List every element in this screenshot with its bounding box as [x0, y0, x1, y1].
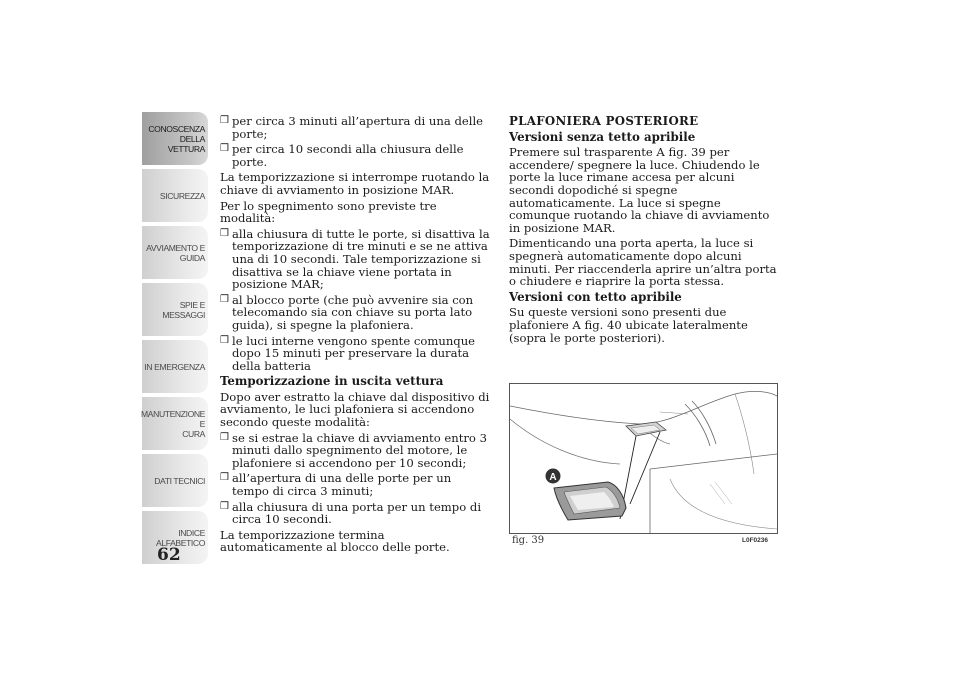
bullet-list	[220, 115, 490, 168]
list-item: ❒ al blocco porte (che può avvenire sia con telecomando sia con chiave su porta lato guida), si spegne la plafoniera.	[220, 294, 490, 332]
paragraph: Per lo spegnimento sono previste tre modalità:	[220, 198, 437, 226]
tab-spie-e-messaggi[interactable]: SPIE E MESSAGGI	[142, 283, 208, 336]
figure-rear-courtesy-light	[509, 383, 778, 534]
list-item: ❒ alla chiusura di tutte le porte, si disattiva la temporizzazione di tre minuti e se ne attiva una di 10 secondi. Tale temporizzazione si disattiva se la chiave viene portata in posizione MAR;	[220, 228, 490, 291]
list-item: ❒ le luci interne vengono spente comunque dopo 15 minuti per preservare la durata della batteria	[220, 335, 490, 373]
figure-caption: fig. 39	[512, 535, 545, 546]
subsection-heading: Versioni senza tetto apribile	[509, 129, 696, 144]
right-column	[509, 115, 779, 347]
ceiling-lamp-enlarged	[554, 482, 626, 520]
list-item: ❒ per circa 3 minuti all’apertura di una delle porte;	[220, 115, 490, 140]
tab-sicurezza[interactable]: SICUREZZA	[142, 169, 208, 222]
section-heading: Temporizzazione in uscita vettura	[220, 374, 444, 389]
paragraph: Dimenticando una porta aperta, la luce si spegnerà automaticamente dopo alcuni minuti. Per riaccenderla aprire un’altra porta o chiudere e riaprire la porta stessa.	[509, 236, 777, 289]
figure-code: L0F0236	[742, 537, 769, 544]
tab-manutenzione-e-cura[interactable]: MANUTENZIONE E CURA	[142, 397, 208, 450]
paragraph: Dopo aver estratto la chiave dal dispositivo di avviamento, le luci plafoniera si accendono secondo queste modalità:	[220, 389, 490, 430]
bullet-list	[220, 228, 490, 373]
paragraph: La temporizzazione si interrompe ruotando la chiave di avviamento in posizione MAR.	[220, 170, 490, 197]
ceiling-lamp-small	[626, 422, 666, 436]
page-number: 62	[157, 545, 181, 565]
paragraph: La temporizzazione termina automaticamente al blocco delle porte.	[220, 527, 450, 555]
section-title: PLAFONIERA POSTERIORE	[509, 114, 699, 128]
list-item: ❒ alla chiusura di una porta per un tempo di circa 10 secondi.	[220, 501, 490, 526]
car-interior-illustration	[510, 384, 777, 533]
list-item: ❒ se si estrae la chiave di avviamento entro 3 minuti dallo spegnimento del motore, le plafoniere si accendono per 10 secondi;	[220, 432, 490, 470]
bullet-list	[220, 432, 490, 526]
chapter-tabs	[142, 112, 208, 568]
tab-dati-tecnici[interactable]: DATI TECNICI	[142, 454, 208, 507]
label-a-text: A	[549, 472, 557, 483]
list-item: ❒ per circa 10 secondi alla chiusura delle porte.	[220, 143, 490, 168]
tab-conoscenza-della-vettura[interactable]: CONOSCENZA DELLA VETTURA	[142, 112, 208, 165]
list-item: ❒ all’apertura di una delle porte per un tempo di circa 3 minuti;	[220, 472, 490, 497]
paragraph: Su queste versioni sono presenti due plafoniere A fig. 40 ubicate lateralmente (sopra le porte posteriori).	[509, 305, 748, 345]
paragraph: Premere sul trasparente A fig. 39 per accendere/ spegnere la luce. Chiudendo le porte la luce rimane accesa per alcuni secondi dopodiché si spegne automaticamente. La luce si spegne comunque ruotando la chiave di avviamento in posizione MAR.	[509, 145, 770, 235]
subsection-heading: Versioni con tetto apribile	[509, 289, 682, 304]
tab-indice-alfabetico[interactable]: INDICE ALFABETICO	[142, 511, 208, 564]
tab-in-emergenza[interactable]: IN EMERGENZA	[142, 340, 208, 393]
left-column	[220, 115, 490, 557]
tab-avviamento-e-guida[interactable]: AVVIAMENTO E GUIDA	[142, 226, 208, 279]
